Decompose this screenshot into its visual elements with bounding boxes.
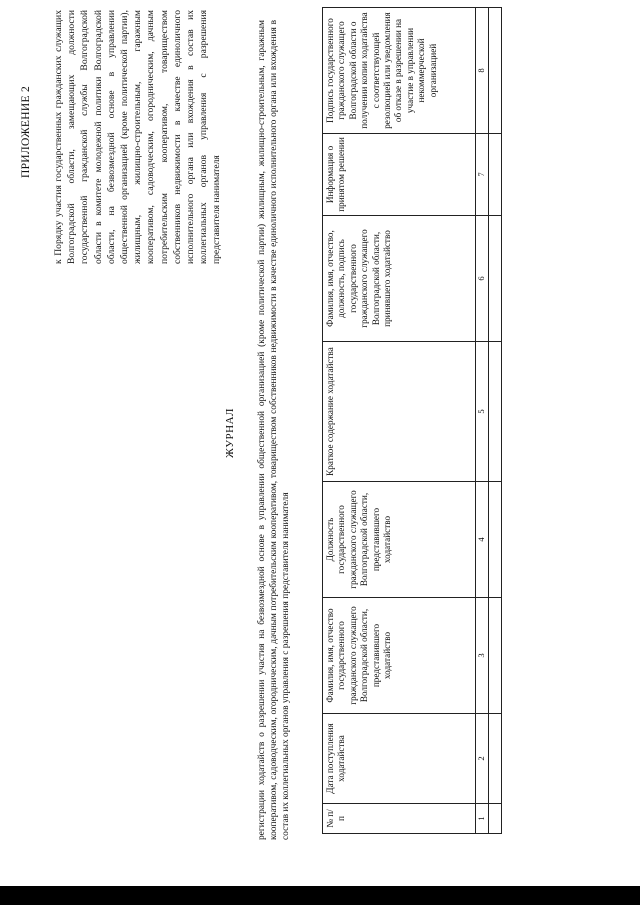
- journal-subtitle: регистрации ходатайств о разрешении участия на безвозмездной основе в управлении общественной организацией (кроме политической партии) жилищным, жилищно-строительным, гаражным кооперативом, садоводческим, огородническим, дачным потребительским кооперативом, товариществом собственников недвижимости в качестве единоличного исполнительного органа или вхождения в состав их коллегиальных органов управления с разрешения представителя нанимателя: [257, 20, 292, 840]
- header-cell: № п/п: [323, 804, 476, 834]
- column-number: 5: [476, 342, 489, 482]
- table-header-row: [323, 8, 476, 834]
- header-cell: Краткое содержание ходатайства: [323, 342, 476, 482]
- empty-cell: [489, 598, 502, 714]
- rotated-sheet: [12, 0, 622, 868]
- column-number: 8: [476, 8, 489, 134]
- scan-edge-bar: [0, 886, 640, 905]
- column-number: 4: [476, 482, 489, 598]
- empty-cell: [489, 134, 502, 216]
- header-cell: Дата поступления ходатайства: [323, 714, 476, 804]
- column-number: 6: [476, 216, 489, 342]
- journal-table: [322, 7, 502, 834]
- header-cell: Фамилия, имя, отчество, должность, подпись государственного гражданского служащего Волгоградской области, принявшего ходатайство: [323, 216, 476, 342]
- empty-cell: [489, 216, 502, 342]
- appendix-title: ПРИЛОЖЕНИЕ 2: [20, 85, 32, 178]
- empty-cell: [489, 482, 502, 598]
- column-number: 7: [476, 134, 489, 216]
- header-cell: Информация о принятом решении: [323, 134, 476, 216]
- header-cell: Фамилия, имя, отчество государственного гражданского служащего Волгоградской области, представившего ходатайство: [323, 598, 476, 714]
- header-cell: Должность государственного гражданского служащего Волгоградской области, представившего ходатайство: [323, 482, 476, 598]
- column-number: 2: [476, 714, 489, 804]
- table-row: [489, 8, 502, 834]
- column-number: 3: [476, 598, 489, 714]
- empty-cell: [489, 8, 502, 134]
- journal-title: ЖУРНАЛ: [224, 408, 236, 458]
- empty-cell: [489, 804, 502, 834]
- table-number-row: [476, 8, 489, 834]
- empty-cell: [489, 714, 502, 804]
- appendix-text: к Порядку участия государственных гражданских служащих Волгоградской области, замещающих должности государственной гражданской службы Волгоградской области в комитете молодежной политики Волгоградской области, на безвозмездной основе в управлении общественной организацией (кроме политической партии), жилищным, жилищно-строительным, гаражным кооперативом, садоводческим, огородническим, дачным потребительским кооперативом, товариществом собственников недвижимости в качестве единоличного исполнительного органа или вхождения в состав их коллегиальных органов управления с разрешения представителя нанимателя: [53, 10, 223, 264]
- header-cell: Подпись государственного гражданского служащего Волгоградской области о получении копии ходатайства с соответствующей резолюцией или уведомления об отказе в разрешении на участие в управлении некоммерческой организацией: [323, 8, 476, 134]
- column-number: 1: [476, 804, 489, 834]
- empty-cell: [489, 342, 502, 482]
